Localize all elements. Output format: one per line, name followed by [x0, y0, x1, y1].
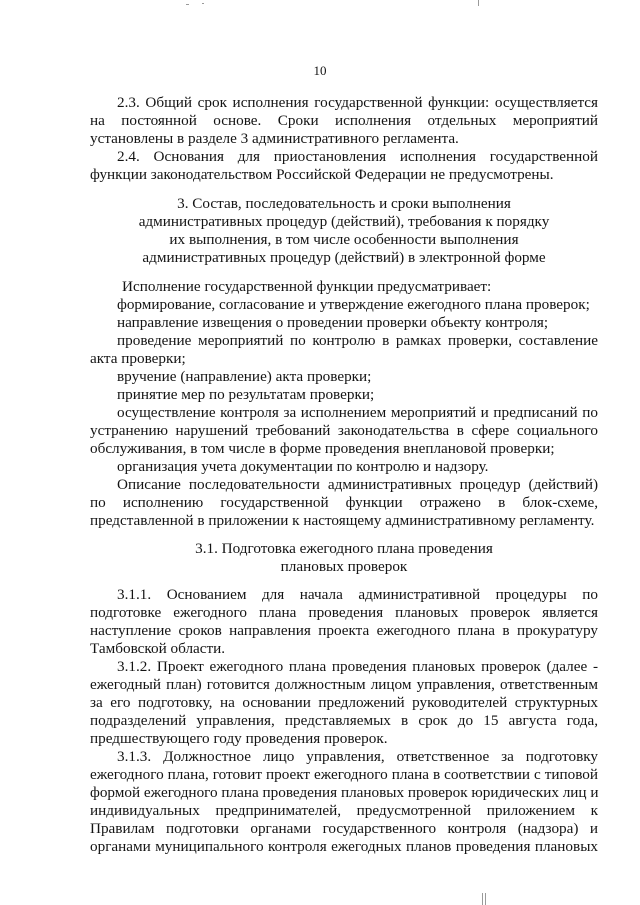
text-line: органами муниципального контроля ежегодных планов проведения плановых [90, 838, 598, 855]
text-line: Тамбовской области. [90, 640, 226, 657]
section-heading: их выполнения, в том числе особенности выполнения [169, 231, 519, 248]
text-line: вручение (направление) акта проверки; [117, 368, 372, 385]
scan-artifact [478, 0, 479, 6]
text-line: 3.1.2. Проект ежегодного плана проведения плановых проверок (далее - [117, 658, 598, 675]
text-line: представленной в приложении к настоящему административному регламенту. [90, 512, 595, 529]
page-number: 10 [313, 63, 327, 78]
text-line: ежегодный план) готовится должностным лицом управления, ответственным [90, 676, 598, 693]
text-line: 3.1.1. Основанием для начала административной процедуры по [117, 586, 598, 603]
section-heading: 3. Состав, последовательность и сроки выполнения [177, 195, 511, 212]
text-line: Описание последовательности административных процедур (действий) [117, 476, 598, 493]
text-line: индивидуальных предпринимателей, предусмотренной приложением к [90, 802, 598, 819]
text-line: установлены в разделе 3 административного регламента. [90, 130, 459, 147]
text-line: организация учета документации по контролю и надзору. [117, 458, 489, 475]
text-line: проведение мероприятий по контролю в рамках проверки, составление [117, 332, 598, 349]
text-line: устранению нарушений требований законодательства в сфере социального [90, 422, 598, 439]
text-line: обслуживания, в том числе в форме проведения внеплановой проверки; [90, 440, 555, 457]
text-line: подразделений управления, представляемых в срок до 15 августа года, [90, 712, 598, 729]
text-line: подготовке ежегодного плана проведения плановых проверок является [90, 604, 598, 621]
subsection-heading: плановых проверок [280, 558, 408, 575]
text-line: за его подготовку, на основании предложений руководителей структурных [90, 694, 598, 711]
text-line: формирование, согласование и утверждение ежегодного плана проверок; [117, 296, 590, 313]
scan-artifact [186, 4, 189, 5]
scan-artifact [482, 893, 483, 905]
text-line: Правилам подготовки органами государственного контроля (надзора) и [90, 820, 598, 837]
text-line: Исполнение государственной функции предусматривает: [122, 278, 492, 295]
scan-artifact [485, 893, 486, 905]
text-line: по исполнению государственной функции отражено в блок-схеме, [90, 494, 598, 511]
text-line: функции законодательством Российской Федерации не предусмотрены. [90, 166, 554, 183]
section-heading: административных процедур (действий), требования к порядку [138, 213, 550, 230]
text-line: на постоянной основе. Сроки исполнения отдельных мероприятий [90, 112, 598, 129]
text-line: формой ежегодного плана проведения плановых проверок юридических лиц и [90, 784, 599, 801]
text-line: наступление сроков направления проекта ежегодного плана в прокуратуру [90, 622, 598, 639]
text-line: акта проверки; [90, 350, 186, 367]
scan-artifact [202, 3, 204, 4]
text-line: 3.1.3. Должностное лицо управления, ответственное за подготовку [117, 748, 598, 765]
subsection-heading: 3.1. Подготовка ежегодного плана проведения [195, 540, 493, 557]
text-line: осуществление контроля за исполнением мероприятий и предписаний по [117, 404, 598, 421]
text-line: 2.3. Общий срок исполнения государственной функции: осуществляется [117, 94, 598, 111]
text-line: предшествующего году проведения проверок. [90, 730, 388, 747]
text-line: 2.4. Основания для приостановления исполнения государственной [117, 148, 598, 165]
text-line: ежегодного плана, готовит проект ежегодного плана в соответствии с типовой [90, 766, 598, 783]
text-line: направление извещения о проведении проверки объекту контроля; [117, 314, 549, 331]
section-heading: административных процедур (действий) в электронной форме [142, 249, 546, 266]
text-line: принятие мер по результатам проверки; [117, 386, 375, 403]
